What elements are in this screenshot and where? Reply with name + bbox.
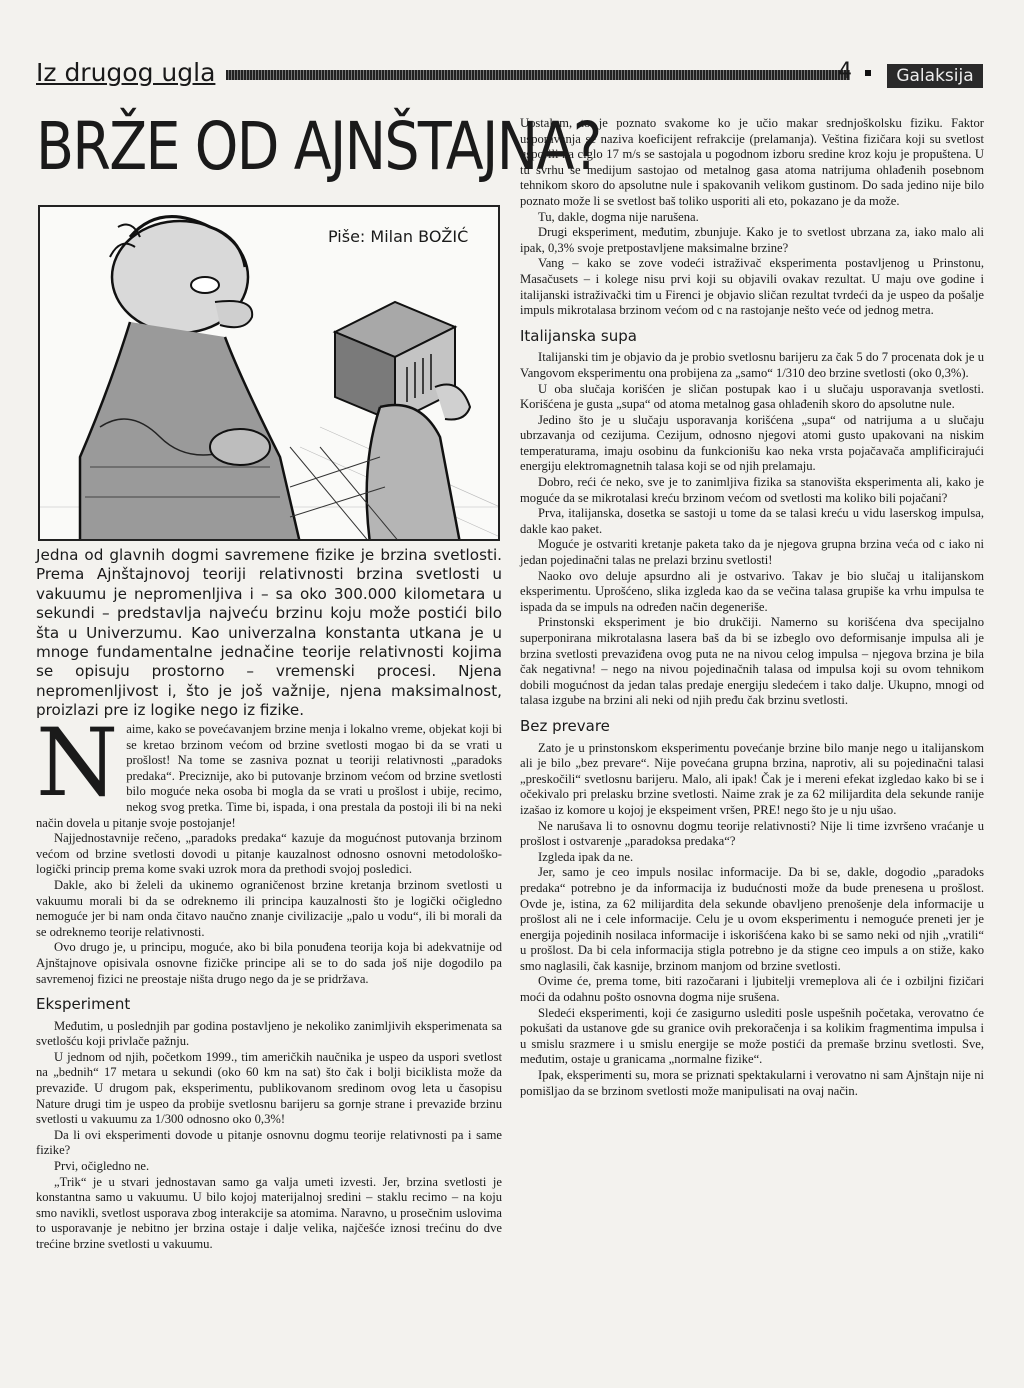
paragraph: Međutim, u poslednjih par godina postavljeno je nekoliko zanimljivih eksperimenata sa svetlošću koji privlače pažnju. [36,1018,502,1049]
article-title: BRŽE OD AJNŠTAJNA? [36,108,601,185]
paragraph: Ovo drugo je, u principu, moguće, ako bi bila ponuđena teorija koja bi adekvatnije od Ajnštajnove opisivala osnovne fizičke principe ali se to do sada još nije dogodilo pa savremenoj fizici ne preostaje ništa drugo nego da je se pridržava. [36,940,502,986]
paragraph: Najjednostavnije rečeno, „paradoks predaka“ kazuje da mogućnost putovanja brzinom većom od brzine svetlosti dovodi u pitanje kauzalnost odnosno osnovni metodološko-logički princip prema kome svaki uzrok mora da prethodi svojoj posledici. [36,831,502,877]
cartoon-illustration [38,205,500,541]
paragraph: Ne narušava li to osnovnu dogmu teorije relativnosti? Nije li time izvršeno vraćanje u prošlost i ostvarenje „paradoksa predaka“? [520,818,984,849]
header-rule [226,70,850,80]
magazine-name-badge: Galaksija [887,64,983,88]
paragraph: Prvi, očigledno ne. [54,1159,150,1174]
subheading-eksperiment: Eksperiment [36,995,131,1014]
paragraph: Naoko ovo deluje apsurdno ali je ostvarivo. Takav je bio slučaj u italijanskom eksperimentu. Uprošćeno, slika izgleda kao da se večina talasa grupiše ka vrhu impulsa te ispada da se impuls na određen način degeneriše. [520,568,984,614]
lead-paragraph: Jedna od glavnih dogmi savremene fizike je brzina svetlosti. Prema Ajnštajnovoj teoriji relativnosti brzina svetlosti u vakuumu je nepromenljiva i – sa oko 300.000 kilometara u sekundi – predstavlja najveću brzinu koju može postići bilo šta u Univerzumu. Kao univerzalna konstanta utkana je u mnoge fundamentalne jednačine teorije relativnosti kojima se opisuju prostorno – vremenski procesi. Njena nepromenljivost i, što je još važnije, njena maksimalnost, proizlazi pre iz logike nego iz fizike. [36,546,502,720]
paragraph: Vang – kako se zove vodeći istraživač eksperimenta postavljenog u Prinstonu, Masačusets – i kolege nisu prvi koji su objavili ovakav rezultat. U maju ove godine i italijanski istraživački tim u Firenci je objavio sličan rezultat tvrdeći da je uspeo da pošalje impuls mikrotalasa brzinom većom od c na rastojanje nešto veće od jednog metra. [520,256,984,318]
header-bullet [865,70,871,76]
paragraph: Ovime će, prema tome, biti razočarani i ljubitelji vremeplova ali će i ozbiljni fizičari moći da odahnu pošto osnovna dogma nije srušena. [520,974,984,1005]
paragraph: Drugi eksperiment, međutim, zbunjuje. Kako je to svetlost ubrzana za, iako malo ali ipak, 0,3% svoje pretpostavljene maksimalne brzine? [520,225,984,255]
paragraph: aime, kako se povećavanjem brzine menja i lokalno vreme, objekat koji bi se kretao brzinom većom od brzine svetlosti mogao bi da se vrati u prošlost! Na tome se zasniva poznat u teoriji relativnosti „paradoks predaka“. Preciznije, ako bi putovanje brzinom većom od brzine svetlosti bilo moguće neka osoba bi mogla da se vrati u prošlost i ubije, recimo, nekog svog pretka. Time bi, ispada, i ona prestala da postoji ili bi na neki način dovela u pitanje svoje postojanje! [36,722,502,830]
paragraph: Prva, italijanska, dosetka se sastoji u tome da se talasi kreću u vidu laserskog impulsa, dakle kao paket. [520,506,984,536]
subheading-bez-prevare: Bez prevare [520,716,610,735]
left-column [36,709,502,1253]
paragraph: Izgleda ipak da ne. [538,849,634,864]
cartoon-drawing [40,207,500,541]
paragraph: Prinstonski eksperiment je bio drukčiji. Namerno su korišćena dva specijalno superponirana mikrotalasna lasera baš da bi se izbeglo ovo deformisanje impulsa ali je brzina svetlosti prevaziđena ovog puta ne na nivou celog impulsa – njegova brzina je bila čak negativna! – nego na nivou pojedinačnih talasa od impulsa koji su ovom tehnikom dobili mogućnost da jedan talas predaje energiju sledećem i tako dalje. Ukupno, mnogi od talasa izgube na brzini ali neki od njih pređu čak brzinu svetlosti. [520,615,984,708]
right-column [520,116,984,1099]
drop-cap: N [36,709,119,818]
page-header [36,58,986,92]
paragraph: Jedino što je u slučaju usporavanja korišćena „supa“ od natrijuma a u slučaju ubrzavanja od cezijuma. Cezijum, odnosno njegovi atomi gusto upakovani na niskim temperaturama, imaju osobinu da funkcionišu kao neka vrsta pojačavača amplificirajući energiju elektromagnetnih talasa koji se od njih prelamaju. [520,412,984,474]
subheading-italijanska-supa: Italijanska supa [520,326,637,345]
paragraph: Dobro, reći će neko, sve je to zanimljiva fizika sa stanovišta eksperimenta ali, kako je moguće da se mikrotalasi kreću brzinom većom od svetlosti ma koliko bili pojačani? [520,475,984,505]
section-title: Iz drugog ugla [36,58,216,87]
paragraph: Tu, dakle, dogma nije narušena. [538,209,699,224]
paragraph: Ipak, eksperimenti su, mora se priznati spektakularni i verovatno ni sam Ajnštajn nije ni pomišljao da se brzinom svetlosti može manipulisati na ovaj način. [520,1068,984,1098]
paragraph: Jer, samo je ceo impuls nosilac informacije. Da bi se, dakle, dogodio „paradoks predaka“ potrebno je da informacija iz budućnosti može da bude prenesena u prošlost. Ovde je, istina, za 62 milijardita dela sekunde obavljeno prenošenje dela informacije u prošlost ali ne i cele informacije. Celu je u ovom eksperimentu i nemoguće preneti jer je energija pojedinih nosilaca informacije i iskorišćena kako bi se samo neki od njih „vratili“ u prošlost. Da bi cela informacija stigla potrebno je da stigne ceo impuls a on stiže, kako smo naglasili, čak kasnije, brzinom manjom od brzine svetlosti. [520,865,984,973]
paragraph: „Trik“ je u stvari jednostavan samo ga valja umeti izvesti. Jer, brzina svetlosti je konstantna samo u vakuumu. U bilo kojoj materijalnoj sredini – staklu recimo – na koju smo navikli, svetlost usporava zbog interakcije sa atomima. Naravno, u prosečnim uslovima to usporavanje je nebitno jer brzina ostaje i dalje velika, najčešće iznosi trećinu do dve trećine brzine svetlosti u vakuumu. [36,1174,502,1251]
paragraph: Da li ovi eksperimenti dovode u pitanje osnovnu dogmu teorije relativnosti pa i same fizike? [36,1127,502,1158]
paragraph: Italijanski tim je objavio da je probio svetlosnu barijeru za čak 5 do 7 procenata dok je u Vangovom eksperimentu ona probijena za „samo“ 1/310 deo brzine svetlosti (oko 0,3%). [520,350,984,380]
paragraph: U jednom od njih, početkom 1999., tim američkih naučnika je uspeo da uspori svetlost na „bednih“ 17 metara u sekundi (oko 60 km na sat) što čak i bolji biciklista može da prevaziđe. U drugom pak, eksperimentu, publikovanom sredinom ovog leta u časopisu Nature drugi tim je uspeo da probije svetlosnu barijeru sa gornje strane i prevaziđe brzinu svetlosti u vakuumu za 1/300 odnosno oko 0,3%! [36,1049,502,1127]
paragraph: Uostalom, to je poznato svakome ko je učio makar srednjoškolsku fiziku. Faktor usporavanja se naziva koeficijent refrakcije (prelamanja). Veština fizičara koji su svetlost usporili na ciglo 17 m/s se sastojala u pogodnom izboru sredine kroz koju je propuštena. U tu svrhu se medijum sastojao od metalnog gasa atoma natrijuma ohlađenih posebnom tehnikom skoro do apsolutne nule i spakovanih velikom gustinom. Do sada jedino nije bilo poznato može li se svetlost baš toliko usporiti ali eto, pokazano je da može. [520,116,984,208]
paragraph: U oba slučaja korišćen je sličan postupak kao i u slučaju usporavanja svetlosti. Korišćena je gusta „supa“ od atoma metalnog gasa ohlađenih skoro do apsolutne nule. [520,381,984,412]
paragraph: Sledeći eksperimenti, koji će zasigurno uslediti posle uspešnih početaka, verovatno će pokušati da ustanove gde su granice ovih prekoračenja i sa kolikim fragmentima impulsa i u smislu srazmere i u smislu energije se može postići da premaše brzinu svetlosti. Sve, međutim, ostaje u granicama „normalne fizike“. [520,1005,984,1067]
paragraph: Zato je u prinstonskom eksperimentu povećanje brzine bilo manje nego u italijanskom ali je bilo „bez prevare“. Nije povećana grupna brzina, naprotiv, ali su pojedinačni talasi „preskočili“ svetlosnu barijeru. Malo, ali ipak! Čak je i mereni efekat izgledao kako bi se i očekivalo pri prelasku brzine svetlosti. Naime zrak je za 62 milijardita dela sekunde ranije izašao iz komore u kojoj je ekspeiment vršen, PRE! nego što je u nju ušao. [520,740,984,817]
paragraph: Dakle, ako bi želeli da ukinemo ograničenost brzine kretanja brzinom svetlosti u vakuumu morali bi da se odreknemo ili principa kauzalnosti što je logički očigledno nemoguće jer bi nam onda čitavo naučno znanje civilizacije „palo u vodu“, ili bi morali da se odreknemo teorije relativnosti. [36,877,502,939]
page-number: 4 [838,59,852,84]
paragraph: Moguće je ostvariti kretanje paketa tako da je njegova grupna brzina veća od c iako ni jedan pojedinačni talas ne prelazi brzinu svetlosti! [520,537,984,568]
byline: Piše: Milan BOŽIĆ [328,227,469,246]
